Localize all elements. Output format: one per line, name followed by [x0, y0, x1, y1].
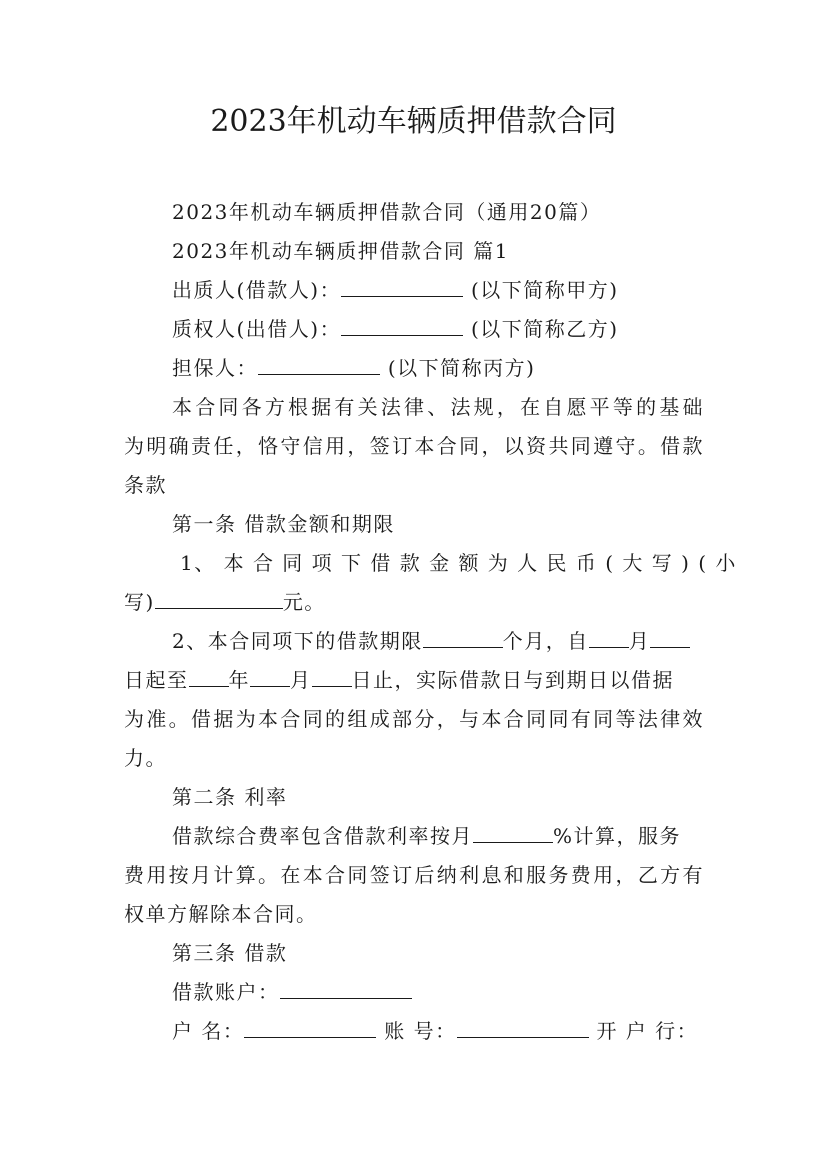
guarantor-blank[interactable] — [258, 356, 380, 375]
pledgor-note: (以下简称甲方) — [470, 278, 619, 302]
section-heading-line — [172, 239, 704, 263]
term-months-blank[interactable] — [423, 629, 503, 648]
article-2-line-2 — [124, 863, 704, 887]
account-label: 借款账户： — [172, 980, 280, 1004]
account-line — [172, 980, 704, 1004]
pledgor-line — [172, 278, 704, 302]
account-number-label: 账 号： — [384, 1019, 457, 1043]
article-1-heading: 第一条 借款金额和期限 — [172, 512, 395, 536]
article-2-heading: 第二条 利率 — [172, 785, 288, 809]
guarantor-note: (以下简称丙方) — [387, 356, 536, 380]
article-1-clause-2-text-3: 为准。借据为本合同的组成部分，与本合同同有同等法律效 — [124, 707, 704, 731]
article-2-line-3 — [124, 902, 704, 926]
preamble-line-2 — [124, 434, 704, 458]
start-month-unit: 月 — [628, 629, 651, 653]
amount-unit: 元。 — [282, 590, 326, 614]
article-3-heading-line — [172, 941, 704, 965]
article-1-clause-1-line-1 — [180, 551, 737, 575]
pledgee-label: 质权人(出借人)： — [172, 317, 342, 341]
end-month-unit: 月 — [290, 668, 312, 692]
rate-label: 借款综合费率包含借款利率按月 — [172, 824, 473, 848]
account-number-blank[interactable] — [457, 1019, 589, 1038]
article-2-heading-line — [172, 785, 704, 809]
pledgee-blank[interactable] — [341, 317, 463, 336]
article-3-heading: 第三条 借款 — [172, 941, 288, 965]
article-1-clause-2-line-4 — [124, 746, 704, 770]
pledgee-line — [172, 317, 704, 341]
account-blank[interactable] — [280, 980, 412, 999]
preamble-text-2: 为明确责任，恪守信用，签订本合同，以资共同遵守。借款 — [124, 434, 704, 458]
end-day-blank[interactable] — [312, 668, 352, 687]
preamble-line-1 — [172, 395, 704, 419]
term-months-unit: 个月，自 — [502, 629, 589, 653]
account-name-label: 户 名： — [172, 1019, 245, 1043]
end-from-label: 日起至 — [124, 668, 189, 692]
pledgor-label: 出质人(借款人)： — [172, 278, 342, 302]
rate-unit: %计算，服务 — [553, 824, 682, 848]
start-month-blank[interactable] — [589, 629, 629, 648]
article-1-heading-line — [172, 512, 704, 536]
bank-label: 开 户 行： — [596, 1019, 699, 1043]
article-1-clause-1-text: 1、 本 合 同 项 下 借 款 金 额 为 人 民 币 ( 大 写 ) ( 小 — [180, 551, 737, 575]
account-details-line — [172, 1019, 704, 1043]
guarantor-label: 担保人： — [172, 356, 258, 380]
preamble-text-3: 条款 — [124, 473, 167, 497]
article-1-clause-2-line-2 — [124, 668, 704, 692]
pledgor-blank[interactable] — [341, 278, 463, 297]
article-1-clause-1-line-2 — [124, 590, 704, 614]
preamble-text-1: 本合同各方根据有关法律、法规，在自愿平等的基础 — [172, 395, 704, 419]
document-title: 2023年机动车辆质押借款合同 — [210, 104, 617, 139]
start-day-blank[interactable] — [650, 629, 690, 648]
account-name-blank[interactable] — [244, 1019, 376, 1038]
term-label: 2、本合同项下的借款期限 — [172, 629, 423, 653]
end-year-blank[interactable] — [189, 668, 229, 687]
article-2-text-2: 费用按月计算。在本合同签订后纳利息和服务费用，乙方有 — [124, 863, 704, 887]
preamble-line-3 — [124, 473, 704, 497]
end-day-text: 日止，实际借款日与到期日以借据 — [351, 668, 674, 692]
article-2-text-3: 权单方解除本合同。 — [124, 902, 318, 926]
pledgee-note: (以下简称乙方) — [470, 317, 619, 341]
article-2-line-1 — [172, 824, 704, 848]
amount-small-label: 写) — [124, 590, 155, 614]
subtitle-text: 2023年机动车辆质押借款合同（通用20篇） — [172, 200, 602, 224]
section-heading-text: 2023年机动车辆质押借款合同 篇1 — [172, 239, 509, 263]
end-year-unit: 年 — [228, 668, 250, 692]
rate-blank[interactable] — [473, 824, 553, 843]
article-1-clause-2-text-4: 力。 — [124, 746, 167, 770]
article-1-clause-2-line-3 — [124, 707, 704, 731]
guarantor-line — [172, 356, 704, 380]
article-1-clause-2-line-1 — [172, 629, 704, 653]
amount-blank[interactable] — [155, 590, 283, 609]
end-month-blank[interactable] — [250, 668, 290, 687]
subtitle-line — [172, 200, 704, 224]
